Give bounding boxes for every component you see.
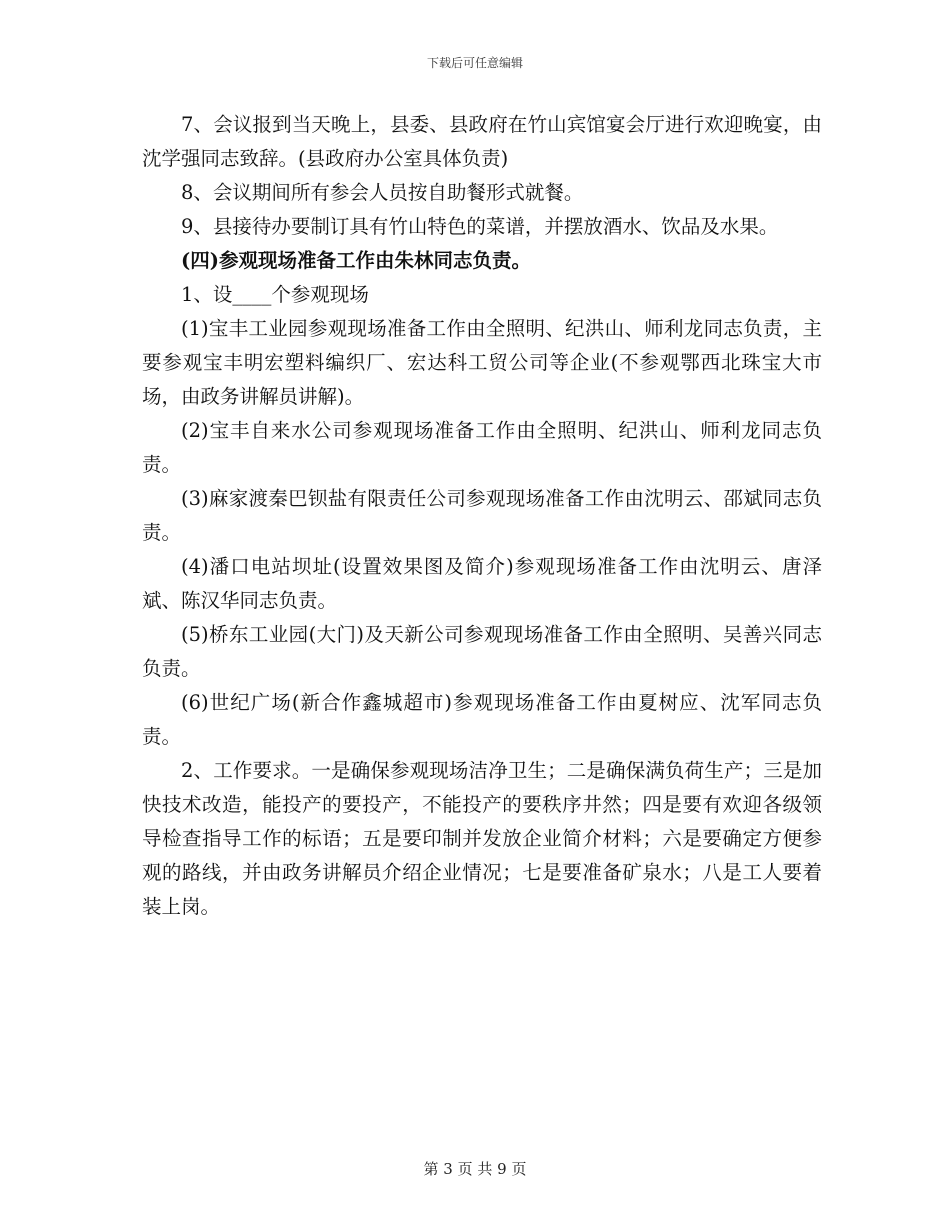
document-body — [142, 108, 822, 924]
page-header: 下载后可任意编辑 — [426, 56, 523, 70]
paragraph-7: 7、会议报到当天晚上，县委、县政府在竹山宾馆宴会厅进行欢迎晚宴，由沈学强同志致辞。(县政府办公室具体负责) — [142, 113, 822, 170]
paragraph-site-2: (2)宝丰自来水公司参观现场准备工作由全照明、纪洪山、师利龙同志负责。 — [142, 419, 822, 476]
section-heading-4: (四)参观现场准备工作由朱林同志负责。 — [181, 249, 531, 272]
paragraph-9: 9、县接待办要制订具有竹山特色的菜谱，并摆放酒水、饮品及水果。 — [181, 215, 779, 238]
paragraph-site-4: (4)潘口电站坝址(设置效果图及简介)参观现场准备工作由沈明云、唐泽斌、陈汉华同志负责。 — [142, 555, 822, 612]
paragraph-8: 8、会议期间所有参会人员按自助餐形式就餐。 — [181, 181, 584, 204]
paragraph-site-6: (6)世纪广场(新合作鑫城超市)参观现场准备工作由夏树应、沈军同志负责。 — [142, 691, 822, 748]
paragraph-site-1: (1)宝丰工业园参观现场准备工作由全照明、纪洪山、师利龙同志负责，主要参观宝丰明宏塑料编织厂、宏达科工贸公司等企业(不参观鄂西北珠宝大市场，由政务讲解员讲解)。 — [142, 317, 822, 408]
paragraph-site-3: (3)麻家渡秦巴钡盐有限责任公司参观现场准备工作由沈明云、邵斌同志负责。 — [142, 487, 822, 544]
paragraph-sites-count: 1、设____个参观现场 — [181, 283, 369, 306]
page-footer: 第 3 页 共 9 页 — [423, 1160, 527, 1178]
paragraph-site-5: (5)桥东工业园(大门)及天新公司参观现场准备工作由全照明、吴善兴同志负责。 — [142, 623, 822, 680]
paragraph-work-requirements: 2、工作要求。一是确保参观现场洁净卫生；二是确保满负荷生产；三是加快技术改造，能投产的要投产，不能投产的要秩序井然；四是要有欢迎各级领导检查指导工作的标语；五是要印制并发放企业简介材料；六是要确定方便参观的路线，并由政务讲解员介绍企业情况；七是要准备矿泉水；八是工人要着装上岗。 — [142, 759, 822, 918]
